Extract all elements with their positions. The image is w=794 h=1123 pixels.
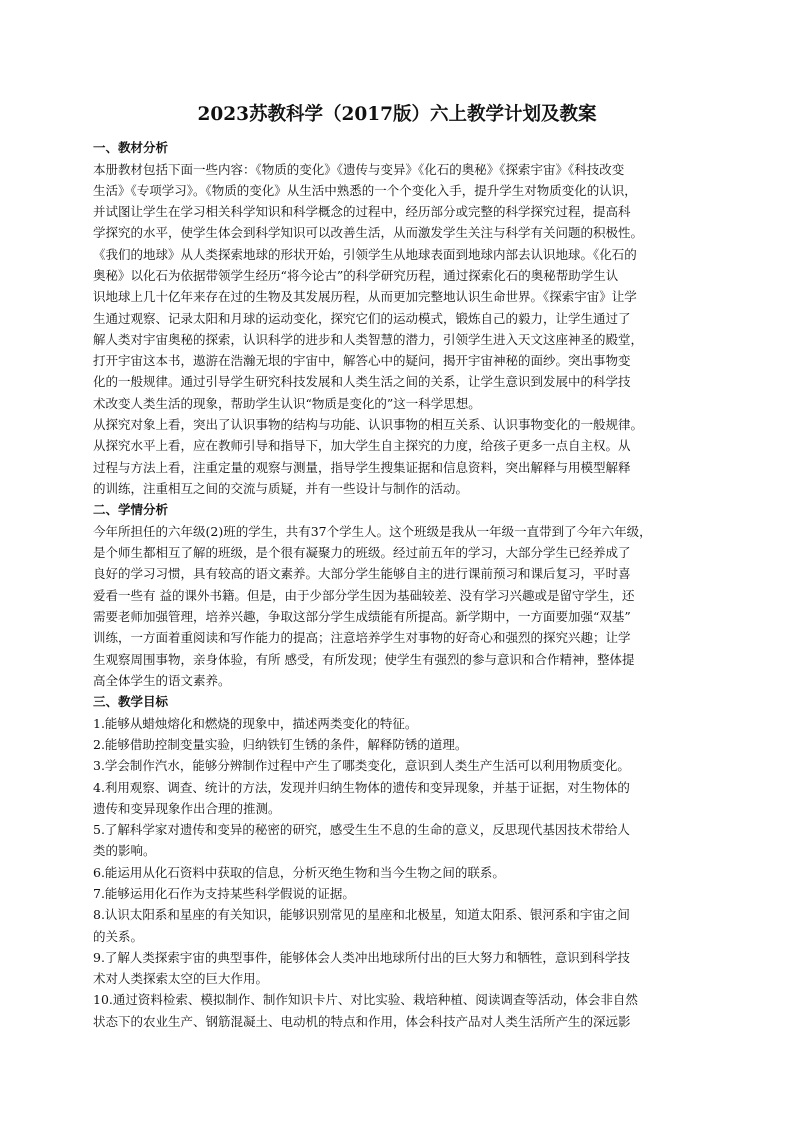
section-textbook-analysis [93,137,701,499]
goal-item [93,862,701,883]
text-line: 6.能运用从化石资料中获取的信息，分析灭绝生物和当今生物之间的联系。 [93,864,505,880]
text-line: 3.学会制作汽水，能够分辨制作过程中产生了哪类变化，意识到人类生产生活可以利用物质变化。 [93,758,630,774]
document-page [93,103,701,1032]
text-line: 爱看一些有 益的课外书籍。但是，由于少部分学生因为基础较差、没有学习兴趣或是留守学生，还 [93,587,635,603]
text-line: 术改变人类生活的现象，帮助学生认识“物质是变化的”这一科学思想。 [93,395,481,411]
goal-item [93,819,701,862]
text-line: 从探究对象上看，突出了认识事物的结构与功能、认识事物的相互关系、认识事物变化的一般规律。 [93,417,644,433]
section-heading: 三、教学目标 [93,694,169,710]
text-line: 需要老师加强管理，培养兴趣，争取这部分学生成绩能有所提高。新学期中，一方面要加强“双基” [93,608,631,624]
text-line: 本册教材包括下面一些内容：《物质的变化》《遗传与变异》《化石的奥秘》《探索宇宙》《科技改变 [93,161,625,177]
section-teaching-goals [93,691,701,1032]
text-line: 奥秘》以化石为依据带领学生经历“将今论古”的科学研究历程，通过探索化石的奥秘帮助学生认 [93,267,619,283]
text-line: 7.能够运用化石作为支持某些科学假说的证据。 [93,886,355,901]
text-line: 是个师生都相互了解的班级，是个很有凝聚力的班级。经过前五年的学习，大部分学生已经养成了 [93,545,631,561]
text-line: 打开宇宙这本书，遨游在浩瀚无垠的宇宙中，解答心中的疑问，揭开宇宙神秘的面纱。突出事物变 [93,353,631,369]
text-line: 术对人类探索太空的巨大作用。 [93,971,269,987]
goal-item [93,713,701,734]
goal-item [93,777,701,820]
goal-item [93,989,701,1032]
text-line: 良好的学习习惯，具有较高的语文素养。大部分学生能够自主的进行课前预习和课后复习，平时喜 [93,566,631,582]
goal-item [93,755,701,776]
text-line: 生活》《专项学习》。《物质的变化》从生活中熟悉的一个个变化入手，提升学生对物质变化的认识， [93,182,637,198]
text-line: 过程与方法上看，注重定量的观察与测量，指导学生搜集证据和信息资料，突出解释与用模型解释 [93,459,631,475]
goal-item [93,734,701,755]
text-line: 训练，一方面着重阅读和写作能力的提高；注意培养学生对事物的好奇心和强烈的探究兴趣；让学 [93,630,631,646]
text-line: 从探究水平上看，应在教师引导和指导下，加大学生自主探究的力度，给孩子更多一点自主权。从 [93,438,631,454]
text-line: 学探究的水平，使学生体会到科学知识可以改善生活，从而激发学生关注与科学有关问题的积极性。 [93,225,644,241]
text-line: 的关系。 [93,928,144,944]
paragraph [93,414,701,499]
text-line: 解人类对宇宙奥秘的探索，认识科学的进步和人类智慧的潜力，引领学生进入天文这座神圣的殿堂， [93,331,644,347]
text-line: 5.了解科学家对遗传和变异的秘密的研究，感受生生不息的生命的意义，反思现代基因技术带给人 [93,822,630,838]
goal-item [93,883,701,904]
text-line: 9.了解人类探索宇宙的典型事件，能够体会人类冲出地球所付出的巨大努力和牺牲，意识到科学技 [93,949,630,965]
text-line: 2.能够借助控制变量实验，归纳铁钉生锈的条件，解释防锈的道理。 [93,736,468,752]
text-line: 化的一般规律。通过引导学生研究科技发展和人类生活之间的关系，让学生意识到发展中的科学技 [93,374,631,390]
text-line: 生观察周围事物，亲身体验，有所 感受，有所发现；使学生有强烈的参与意识和合作精神，整体提 [93,651,635,667]
text-line: 《我们的地球》从人类探索地球的形状开始，引领学生从地球表面到地球内部去认识地球。《化石的 [93,246,637,262]
section-heading: 一、教材分析 [93,140,169,155]
text-line: 4.利用观察、调查、统计的方法，发现并归纳生物体的遗传和变异现象，并基于证据，对生物体的 [93,779,630,795]
text-line: 生通过观察、记录太阳和月球的运动变化，探究它们的运动模式，锻炼自己的毅力，让学生通过了 [93,310,631,326]
text-line: 的训练，注重相互之间的交流与质疑，并有一些设计与制作的活动。 [93,480,469,496]
text-line: 今年所担任的六年级(2)班的学生，共有37个学生人。这个班级是我从一年级一直带到了今年六年级， [93,523,652,539]
paragraph [93,159,701,415]
section-heading: 二、学情分析 [93,502,169,518]
text-line: 状态下的农业生产、钢筋混凝土、电动机的特点和作用，体会科技产品对人类生活所产生的深远影 [93,1013,631,1029]
section-student-analysis [93,499,701,691]
document-title: 2023苏教科学（2017版）六上教学计划及教案 [197,104,597,125]
text-line: 遗传和变异现象作出合理的推测。 [93,800,281,816]
text-line: 类的影响。 [93,843,156,859]
goal-item [93,947,701,990]
goal-item [93,904,701,947]
text-line: 1.能够从蜡烛熔化和燃烧的现象中，描述两类变化的特征。 [93,715,418,731]
text-line: 并试图让学生在学习相关科学知识和科学概念的过程中，经历部分或完整的科学探究过程，提高科 [93,204,631,220]
text-line: 高全体学生的语文素养。 [93,672,231,688]
text-line: 识地球上几十亿年来存在过的生物及其发展历程，从而更加完整地认识生命世界。《探索宇宙》让学 [93,289,637,305]
paragraph [93,521,701,691]
text-line: 8.认识太阳系和星座的有关知识，能够识别常见的星座和北极星，知道太阳系、银河系和宇宙之间 [93,907,630,923]
text-line: 10.通过资料检索、模拟制作、制作知识卡片、对比实验、栽培种植、阅读调查等活动，体会非自然 [93,992,638,1008]
